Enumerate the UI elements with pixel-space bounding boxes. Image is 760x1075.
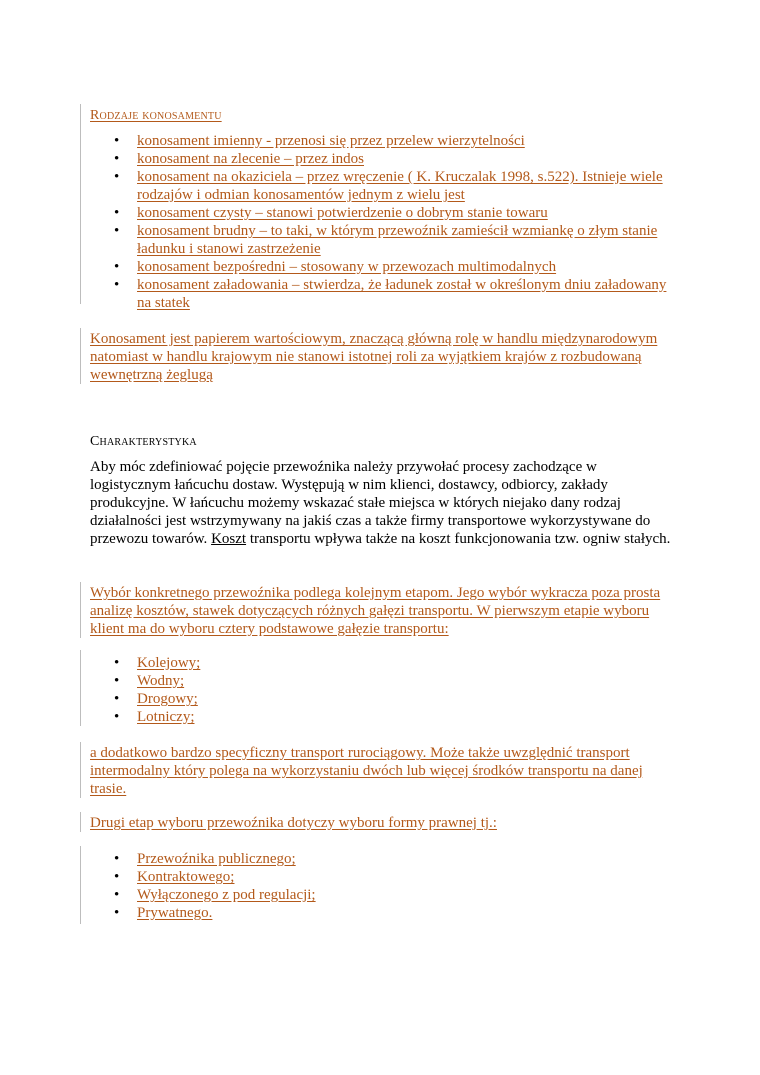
second-stage-paragraph: Drugi etap wyboru przewoźnika dotyczy wyboru formy prawnej tj.: — [90, 815, 497, 831]
change-bar — [80, 742, 81, 798]
change-bar — [80, 846, 81, 924]
legal-forms-list — [90, 850, 680, 922]
section-heading: Charakterystyka — [90, 434, 197, 449]
list-item: • Kontraktowego; — [114, 869, 235, 885]
konosament-paragraph: Konosament jest papierem wartościowym, znaczącą główną rolę w handlu międzynarodowym natomiast w handlu krajowym nie stanowi istotnej roli za wyjątkiem krajów z rozbudowaną wewnętrzną żeglugą — [90, 331, 658, 383]
list-item: • konosament czysty – stanowi potwierdzenie o dobrym stanie towaru — [114, 205, 548, 221]
list-item: • Przewoźnika publicznego; — [114, 851, 296, 867]
section-heading: Rodzaje konosamentu — [90, 108, 222, 123]
konosament-types-list — [90, 132, 680, 312]
selection-paragraph: Wybór konkretnego przewoźnika podlega kolejnym etapom. Jego wybór wykracza poza prosta analizę kosztów, stawek dotyczących różnych gałęzi transportu. W pierwszym etapie wyboru klient ma do wyboru cztery podstawowe gałęzie transportu: — [90, 585, 661, 637]
list-item: • Wodny; — [114, 673, 185, 689]
change-bar — [80, 650, 81, 726]
list-item: • konosament załadowania – stwierdza, że ładunek został w określonym dniu załadowany na statek — [114, 277, 667, 311]
intro-paragraph: Aby móc zdefiniować pojęcie przewoźnika należy przywołać procesy zachodzące w logistycznym łańcuchu dostaw. Występują w nim klienci, dostawcy, odbiorcy, zakłady produkcyjne. W łańcuchu możemy wskazać stałe miejsca w których niejako dany rodzaj działalności jest wstrzymywany na jakiś czas a także firmy transportowe wykorzystywane do przewozu towarów. Koszt transportu wpływa także na koszt funkcjonowania tzw. ogniw stałych. — [90, 459, 671, 547]
list-item: • Drogowy; — [114, 691, 198, 707]
list-item: • Lotniczy; — [114, 709, 195, 725]
change-bar — [80, 328, 81, 384]
list-item: • Prywatnego. — [114, 905, 213, 921]
change-bar — [80, 582, 81, 638]
pipeline-paragraph: a dodatkowo bardzo specyficzny transport rurociągowy. Może także uwzględnić transport intermodalny który polega na wykorzystaniu dwóch lub więcej środków transportu na danej trasie. — [90, 745, 643, 797]
list-item: • konosament imienny - przenosi się przez przelew wierzytelności — [114, 133, 525, 149]
koszt-link[interactable]: Koszt — [211, 531, 247, 547]
list-item: • konosament bezpośredni – stosowany w przewozach multimodalnych — [114, 259, 557, 275]
list-item: • Wyłączonego z pod regulacji; — [114, 887, 316, 903]
list-item: • konosament na zlecenie – przez indos — [114, 151, 364, 167]
change-bar — [80, 104, 81, 304]
change-bar — [80, 812, 81, 832]
list-item: • konosament na okaziciela – przez wręczenie ( K. Kruczalak 1998, s.522). Istnieje wiele rodzajów i odmian konosamentów jednym z wielu jest — [114, 169, 663, 203]
transport-branches-list — [90, 654, 680, 726]
list-item: • Kolejowy; — [114, 655, 201, 671]
list-item: • konosament brudny – to taki, w którym przewoźnik zamieścił wzmiankę o złym stanie ładunku i stanowi zastrzeżenie — [114, 223, 658, 257]
